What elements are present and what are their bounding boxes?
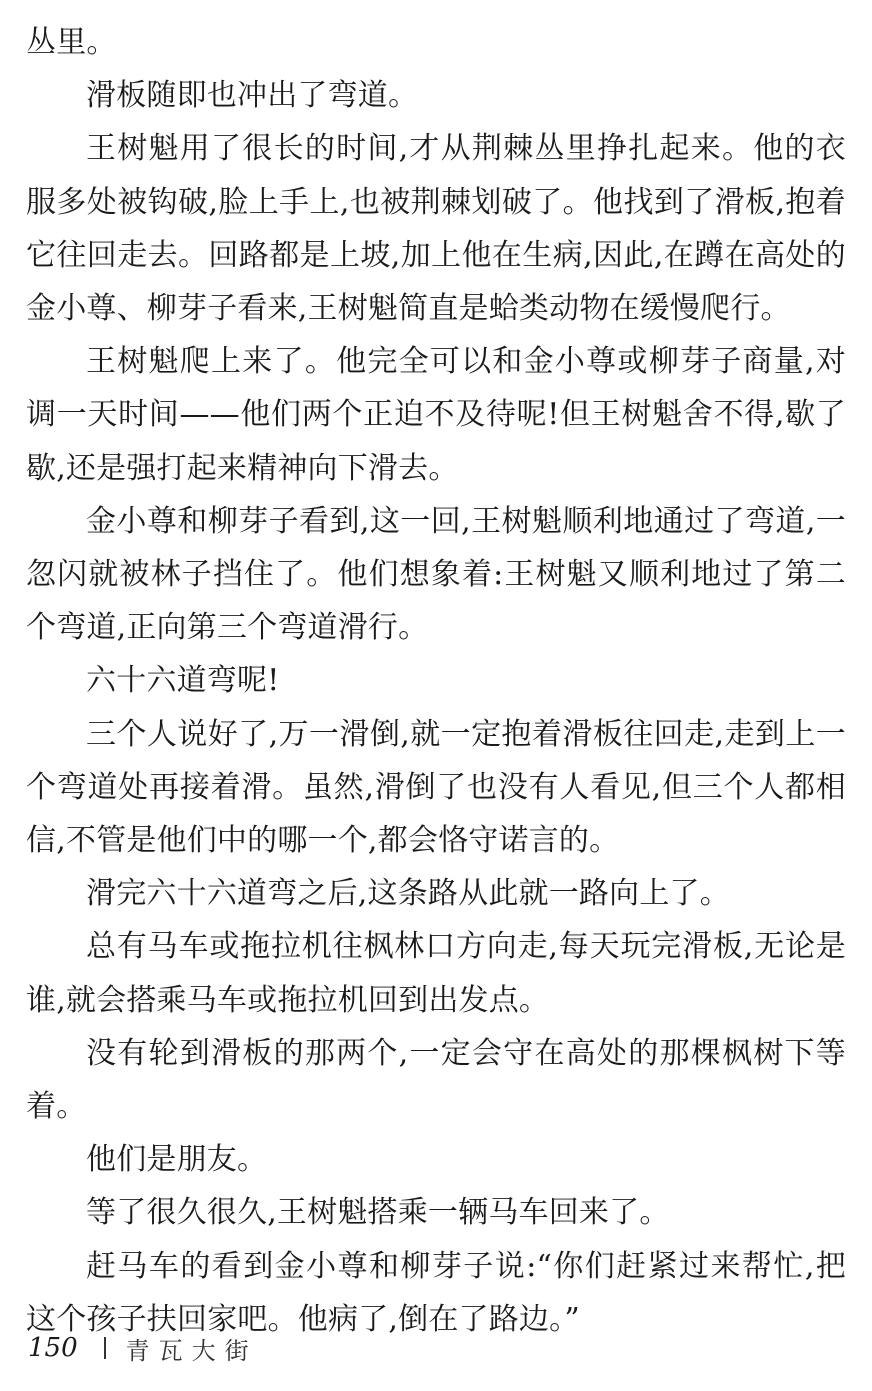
- paragraph: 丛里。: [26, 25, 117, 60]
- footer-divider: [104, 1337, 106, 1359]
- page-footer: [28, 1328, 258, 1368]
- paragraph: 六十六道弯呢!: [86, 663, 280, 699]
- paragraph: 滑完六十六道弯之后,这条路从此就一路向上了。: [86, 876, 730, 912]
- paragraph: 王树魁用了很长的时间,才从荆棘丛里挣扎起来。他的衣服多处被钩破,脸上手上,也被荆棘划破了。他找到了滑板,抱着它往回走去。回路都是上坡,加上他在生病,因此,在蹲在高处的金小尊、柳芽子看来,王树魁简直是蛤类动物在缓慢爬行。: [26, 131, 846, 327]
- paragraph: 总有马车或拖拉机往枫林口方向走,每天玩完滑板,无论是谁,就会搭乘马车或拖拉机回到出发点。: [26, 929, 846, 1018]
- paragraph: 滑板随即也冲出了弯道。: [86, 78, 419, 114]
- paragraph: 三个人说好了,万一滑倒,就一定抱着滑板往回走,走到上一个弯道处再接着滑。虽然,滑倒了也没有人看见,但三个人都相信,不管是他们中的哪一个,都会恪守诺言的。: [26, 716, 846, 859]
- book-title: 青瓦大街: [125, 1336, 258, 1365]
- paragraph: 赶马车的看到金小尊和柳芽子说:“你们赶紧过来帮忙,把这个孩子扶回家吧。他病了,倒在了路边。”: [26, 1248, 846, 1337]
- page-number: 150: [28, 1333, 78, 1363]
- paragraph: 没有轮到滑板的那两个,一定会守在高处的那棵枫树下等着。: [26, 1035, 846, 1125]
- paragraph: 他们是朋友。: [86, 1142, 268, 1178]
- paragraph: 等了很久很久,王树魁搭乘一辆马车回来了。: [86, 1195, 670, 1231]
- paragraph: 金小尊和柳芽子看到,这一回,王树魁顺利地通过了弯道,一忽闪就被林子挡住了。他们想象着:王树魁又顺利地过了第二个弯道,正向第三个弯道滑行。: [26, 503, 846, 646]
- page-body: [26, 16, 846, 1346]
- paragraph: 王树魁爬上来了。他完全可以和金小尊或柳芽子商量,对调一天时间——他们两个正迫不及待呢!但王树魁舍不得,歇了歇,还是强打起来精神向下滑去。: [26, 344, 846, 486]
